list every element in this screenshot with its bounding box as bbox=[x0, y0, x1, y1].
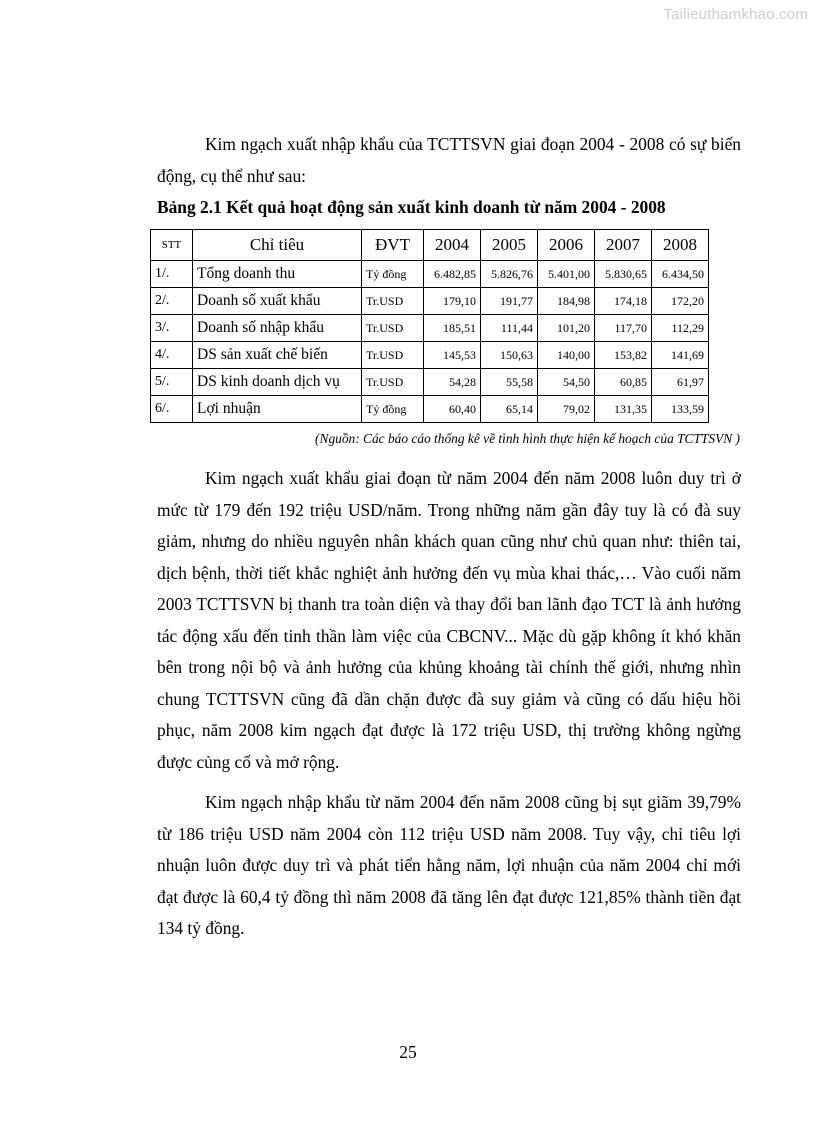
row-unit: Tr.USD bbox=[362, 342, 424, 369]
intro-text: Kim ngạch xuất nhập khẩu của TCTTSVN giai đoạn 2004 - 2008 có sự biến động, cụ thể như sau: bbox=[157, 134, 741, 186]
row-value: 60,40 bbox=[424, 396, 481, 423]
row-value: 184,98 bbox=[538, 288, 595, 315]
row-stt: 6/. bbox=[151, 396, 193, 423]
header-cell: 2008 bbox=[652, 230, 709, 261]
row-unit: Tr.USD bbox=[362, 288, 424, 315]
row-value: 6.482,85 bbox=[424, 261, 481, 288]
row-value: 150,63 bbox=[481, 342, 538, 369]
row-value: 185,51 bbox=[424, 315, 481, 342]
row-value: 101,20 bbox=[538, 315, 595, 342]
row-value: 5.826,76 bbox=[481, 261, 538, 288]
table-row bbox=[151, 369, 709, 396]
header-cell: Chỉ tiêu bbox=[193, 230, 362, 261]
row-value: 55,58 bbox=[481, 369, 538, 396]
results-table bbox=[150, 229, 709, 423]
header-cell: 2007 bbox=[595, 230, 652, 261]
table-header-row bbox=[151, 230, 709, 261]
row-value: 112,29 bbox=[652, 315, 709, 342]
row-value: 79,02 bbox=[538, 396, 595, 423]
page-number: 25 bbox=[399, 1042, 417, 1062]
row-value: 6.434,50 bbox=[652, 261, 709, 288]
table-row bbox=[151, 261, 709, 288]
row-value: 133,59 bbox=[652, 396, 709, 423]
row-indicator: DS kinh doanh dịch vụ bbox=[193, 369, 362, 396]
row-value: 65,14 bbox=[481, 396, 538, 423]
row-value: 60,85 bbox=[595, 369, 652, 396]
row-value: 174,18 bbox=[595, 288, 652, 315]
row-value: 117,70 bbox=[595, 315, 652, 342]
table-row bbox=[151, 396, 709, 423]
export-text: Kim ngạch xuất khẩu giai đoạn từ năm 2004 đến năm 2008 luôn duy trì ở mức từ 179 đến 192 triệu USD/năm. Trong những năm gần đây tuy là có đà suy giảm, nhưng do nhiều nguyên nhân khách quan cũng như chủ quan như: thiên tai, dịch bệnh, thời tiết khắc nghiệt ảnh hưởng đến vụ mùa khai thác,… Vào cuối năm 2003 TCTTSVN bị thanh tra toàn diện và thay đổi ban lãnh đạo TCT là ảnh hưởng tác động xấu đến tinh thần làm việc của CBCNV... Mặc dù gặp không ít khó khăn bên trong nội bộ và ảnh hưởng của khủng khoảng tài chính thế giới, nhưng nhìn chung TCTTSVN cũng đã dần chặn được đà suy giảm và cũng có dấu hiệu hồi phục, năm 2008 kim ngạch đạt được là 172 triệu USD, thị trường không ngừng được củng cố và mở rộng. bbox=[157, 468, 741, 772]
import-text: Kim ngạch nhập khẩu từ năm 2004 đến năm 2008 cũng bị sụt giãm 39,79% từ 186 triệu USD năm 2004 còn 112 triệu USD năm 2008. Tuy vậy, chỉ tiêu lợi nhuận luôn được duy trì và phát tiển hằng năm, lợi nhuận của năm 2004 chỉ mới đạt được là 60,4 tỷ đồng thì năm 2008 đã tăng lên đạt được 121,85% thành tiền đạt 134 tỷ đồng. bbox=[157, 792, 741, 938]
row-stt: 1/. bbox=[151, 261, 193, 288]
header-cell: ĐVT bbox=[362, 230, 424, 261]
row-indicator: Doanh số xuất khẩu bbox=[193, 288, 362, 315]
row-value: 5.401,00 bbox=[538, 261, 595, 288]
row-value: 153,82 bbox=[595, 342, 652, 369]
header-cell: 2004 bbox=[424, 230, 481, 261]
row-value: 140,00 bbox=[538, 342, 595, 369]
row-value: 191,77 bbox=[481, 288, 538, 315]
row-value: 111,44 bbox=[481, 315, 538, 342]
row-stt: 3/. bbox=[151, 315, 193, 342]
row-value: 131,35 bbox=[595, 396, 652, 423]
row-unit: Tỷ đồng bbox=[362, 396, 424, 423]
header-cell: 2005 bbox=[481, 230, 538, 261]
row-value: 61,97 bbox=[652, 369, 709, 396]
table-source-note: (Nguồn: Các báo cáo thống kê về tình hình thực hiện kế hoạch của TCTTSVN ) bbox=[315, 431, 740, 446]
row-value: 179,10 bbox=[424, 288, 481, 315]
header-cell: 2006 bbox=[538, 230, 595, 261]
table-row bbox=[151, 288, 709, 315]
row-value: 145,53 bbox=[424, 342, 481, 369]
row-unit: Tr.USD bbox=[362, 315, 424, 342]
row-value: 5.830,65 bbox=[595, 261, 652, 288]
import-paragraph bbox=[157, 787, 741, 945]
table-row bbox=[151, 315, 709, 342]
watermark: Tailieuthamkhao.com bbox=[663, 6, 808, 23]
row-unit: Tr.USD bbox=[362, 369, 424, 396]
row-value: 54,28 bbox=[424, 369, 481, 396]
row-value: 172,20 bbox=[652, 288, 709, 315]
table-caption: Bảng 2.1 Kết quả hoạt động sản xuất kinh doanh từ năm 2004 - 2008 bbox=[157, 197, 666, 217]
export-paragraph bbox=[157, 463, 741, 778]
intro-paragraph bbox=[157, 129, 741, 192]
row-value: 54,50 bbox=[538, 369, 595, 396]
table-row bbox=[151, 342, 709, 369]
row-stt: 5/. bbox=[151, 369, 193, 396]
header-cell: STT bbox=[151, 230, 193, 261]
row-value: 141,69 bbox=[652, 342, 709, 369]
row-indicator: Lợi nhuận bbox=[193, 396, 362, 423]
row-indicator: DS sản xuất chế biến bbox=[193, 342, 362, 369]
row-stt: 4/. bbox=[151, 342, 193, 369]
row-indicator: Doanh số nhập khẩu bbox=[193, 315, 362, 342]
row-indicator: Tổng doanh thu bbox=[193, 261, 362, 288]
row-stt: 2/. bbox=[151, 288, 193, 315]
row-unit: Tỷ đồng bbox=[362, 261, 424, 288]
